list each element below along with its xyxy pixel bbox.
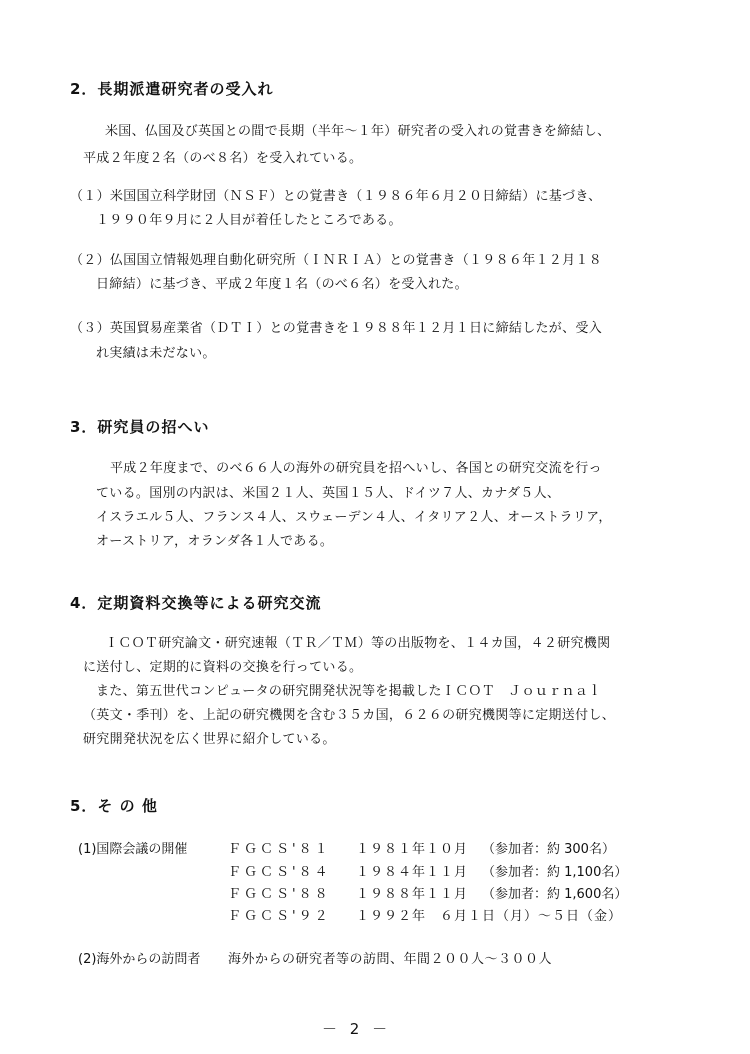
section-4-body-line-2: に送付し、定期的に資料の交換を行っている。 (83, 660, 363, 675)
section-3-body-line-1: 平成２年度まで、のべ６６人の海外の研究員を招へいし、各国との研究交流を行っ (110, 461, 602, 476)
conference-date: １９８８年１１月 (356, 887, 469, 902)
conference-label: (1)国際会議の開催 (78, 842, 188, 857)
section-3-body-line-2: ている。国別の内訳は、米国２１人、英国１５人、ドイツ７人、カナダ５人、 (96, 486, 561, 501)
section-2-intro-line-2: 平成２年度２名（のべ８名）を受入れている。 (83, 151, 363, 166)
section-3-heading: 3．研究員の招へい (70, 418, 210, 436)
section-3-body-line-4: オーストリア，オランダ各１人である。 (96, 534, 334, 549)
visitors-text: 海外からの研究者等の訪問、年間２００人〜３００人 (228, 952, 553, 967)
section-2-heading: 2．長期派遣研究者の受入れ (70, 80, 274, 98)
section-3-body-line-3: イスラエル５人、フランス４人、スウェーデン４人、イタリア２人、オーストラリア， (96, 510, 612, 525)
section-4-body-line-3: また、第五世代コンピュータの研究開発状況等を掲載したＩＣＯＴ Ｊｏｕｒｎａｌ (96, 684, 602, 699)
conference-name: ＦＧＣＳ'８４ (228, 865, 331, 880)
section-2-item-3-line-1: （３）英国貿易産業省（ＤＴＩ）との覚書きを１９８８年１２月１日に締結したが、受入 (70, 321, 603, 336)
section-4-body-line-1: ＩＣＯＴ研究論文・研究速報（ＴＲ／ＴＭ）等の出版物を、１４カ国，４２研究機関 (105, 636, 611, 651)
section-2-item-2-line-2: 日締結）に基づき、平成２年度１名（のべ６名）を受入れた。 (96, 277, 468, 292)
conference-note: （参加者：約 300名） (482, 842, 615, 857)
conference-date: １９９２年 ６月１日（月）〜５日（金） (356, 909, 623, 924)
conference-date: １９８１年１０月 (356, 842, 469, 857)
section-2-item-3-line-2: れ実績は未だない。 (96, 346, 216, 361)
conference-note: （参加者：約 1,100名） (482, 865, 628, 880)
visitors-label: (2)海外からの訪問者 (78, 952, 201, 967)
conference-name: ＦＧＣＳ'９２ (228, 909, 331, 924)
section-2-item-1-line-2: １９９０年９月に２人目が着任したところである。 (96, 213, 402, 228)
conference-name: ＦＧＣＳ'８１ (228, 842, 331, 857)
section-4-body-line-5: 研究開発状況を広く世界に紹介している。 (83, 732, 336, 747)
section-2-intro-line-1: 米国、仏国及び英国との間で長期（半年〜１年）研究者の受入れの覚書きを締結し、 (105, 124, 611, 139)
page-number: － 2 － (322, 1020, 392, 1038)
section-4-heading: 4．定期資料交換等による研究交流 (70, 594, 322, 612)
conference-note: （参加者：約 1,600名） (482, 887, 628, 902)
section-2-item-1-line-1: （１）米国国立科学財団（ＮＳＦ）との覚書き（１９８６年６月２０日締結）に基づき、 (70, 189, 602, 204)
section-4-body-line-4: （英文・季刊）を、上記の研究機関を含む３５カ国，６２６の研究機関等に定期送付し、 (83, 708, 616, 723)
conference-date: １９８４年１１月 (356, 865, 469, 880)
section-5-heading: 5．そ の 他 (70, 797, 158, 815)
conference-name: ＦＧＣＳ'８８ (228, 887, 331, 902)
section-2-item-2-line-1: （２）仏国国立情報処理自動化研究所（ＩＮＲＩＡ）との覚書き（１９８６年１２月１８ (70, 253, 603, 268)
